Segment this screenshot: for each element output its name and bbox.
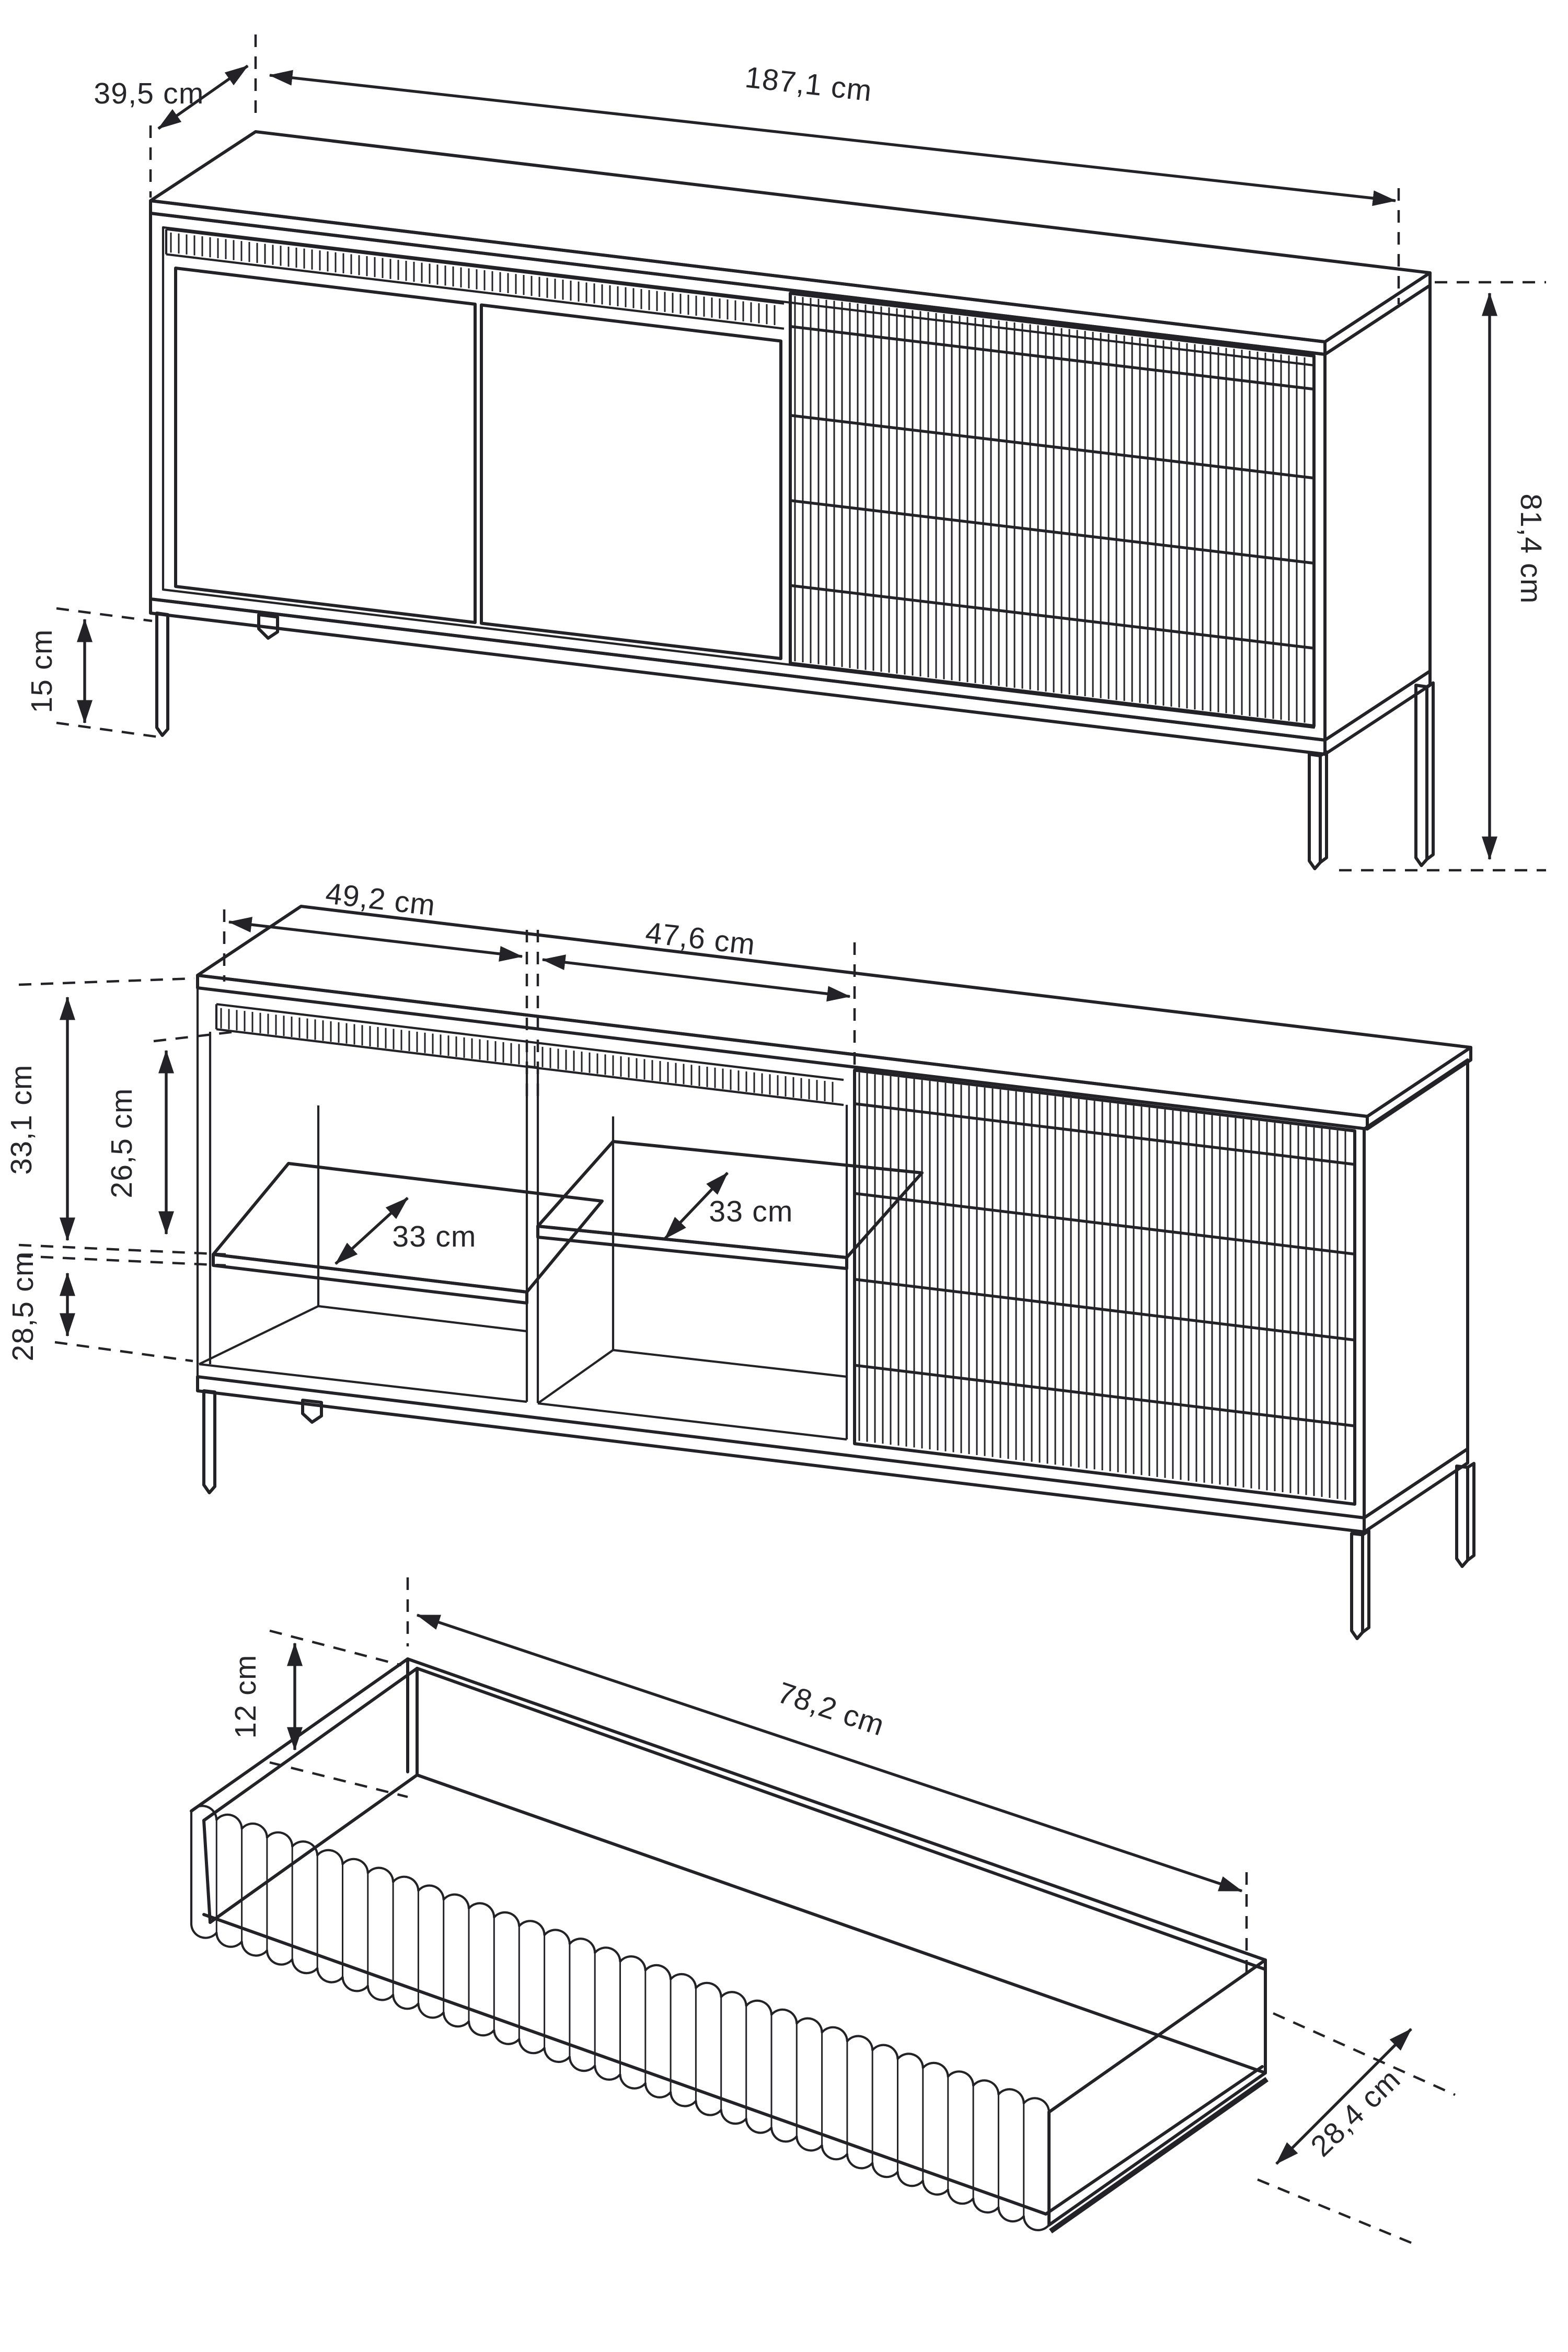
drawer-height-dimension-label: 12 cm (229, 1654, 263, 1739)
left-shelf-depth-label: 33 cm (392, 1220, 477, 1253)
drawer-depth-dimension-label: 28,4 cm (1304, 2062, 1407, 2163)
depth-dimension-label: 39,5 cm (94, 77, 204, 110)
drawer-width-dimension-label: 78,2 cm (773, 1676, 889, 1743)
left-compartment-width-label: 49,2 cm (324, 877, 437, 923)
closed-sideboard-line-art (151, 132, 1433, 869)
closed-sideboard-view (25, 34, 1548, 870)
width-dimension-label: 187,1 cm (743, 60, 874, 108)
middle-shelf-depth-label: 33 cm (709, 1195, 793, 1228)
height-dimension-label: 81,4 cm (1514, 493, 1548, 604)
drawer-line-art (191, 1659, 1267, 2231)
below-shelf-clearance-label: 28,5 cm (6, 1251, 40, 1362)
upper-interior-height-label: 33,1 cm (5, 1064, 39, 1175)
above-shelf-clearance-label: 26,5 cm (105, 1088, 139, 1198)
leg-height-dimension-label: 15 cm (25, 629, 59, 713)
open-sideboard-view (5, 877, 1474, 1639)
fluted-drawer-front (859, 1073, 1345, 1500)
drawer-detail-view (191, 1577, 1455, 2245)
middle-compartment-width-label: 47,6 cm (643, 916, 757, 962)
closed-view-dimensions (56, 34, 1546, 870)
fluted-drawer-front-panel (191, 1806, 1049, 2230)
